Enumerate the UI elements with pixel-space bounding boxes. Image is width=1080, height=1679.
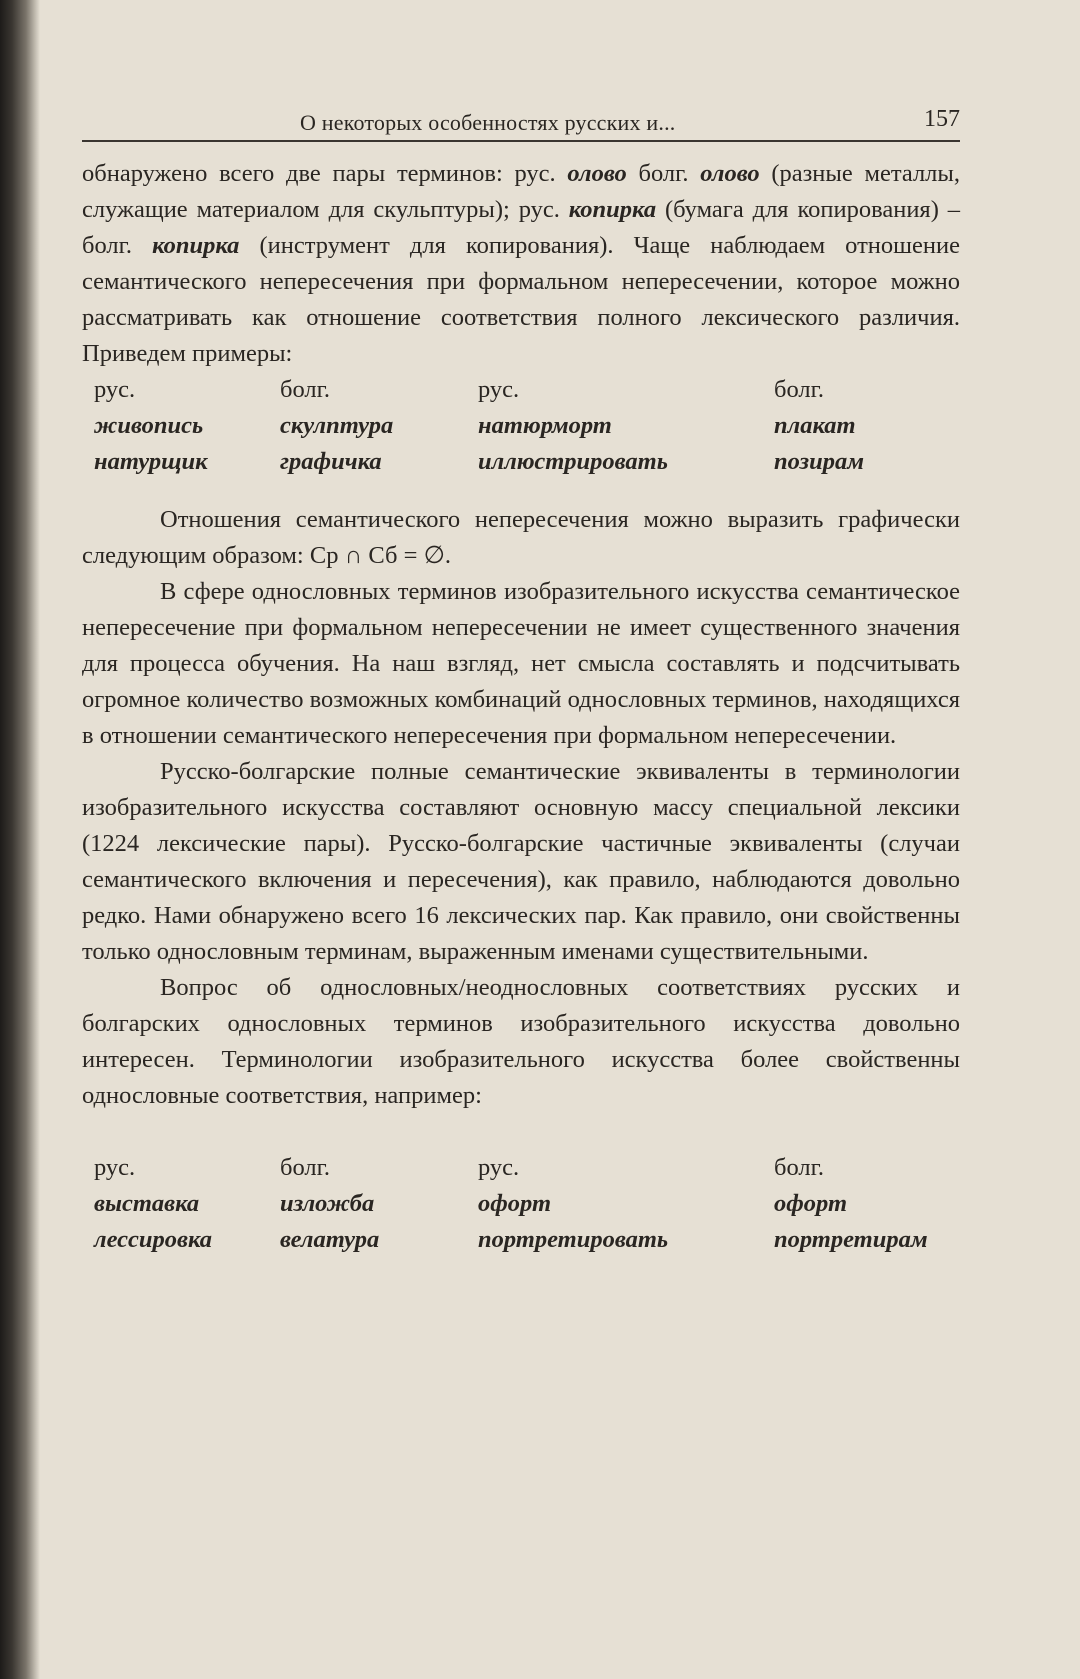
spacer <box>82 480 960 502</box>
term-cell: велатура <box>280 1226 380 1253</box>
table-row <box>94 408 954 444</box>
term-cell: офорт <box>478 1190 552 1217</box>
table-row <box>94 1222 954 1258</box>
text-run: болг. <box>626 160 701 187</box>
text-run: (инструмент для копирования). Чаще наблюдаем отношение семантического непересечения при формальном непересечении, которое можно рассматривать как отношение соответствия полного лексического различия. Приведем примеры: <box>82 232 960 367</box>
paragraph-1 <box>82 156 960 372</box>
column-header: рус. <box>94 1154 136 1181</box>
paragraph-5: Вопрос об однословных/неоднословных соответствиях русских и болгарских однословных терминов изобразительного искусства довольно интересен. Терминологии изобразительного искусства более свойственны однословные соответствия, например: <box>82 974 960 1109</box>
column-header: болг. <box>774 1154 825 1181</box>
paragraph-2: Отношения семантического непересечения можно выразить графически следующим образом: Ср ∩ Сб = ∅. <box>82 506 960 569</box>
term-cell: графичка <box>280 448 382 475</box>
term-cell: лессировка <box>94 1226 213 1253</box>
term-cell: натюрморт <box>478 412 612 439</box>
table-header-row <box>94 1150 954 1186</box>
column-header: болг. <box>774 376 825 403</box>
term-cell: портретировать <box>478 1226 669 1253</box>
term-cell: живопись <box>94 412 204 439</box>
table-row <box>94 444 954 480</box>
term-russian: олово <box>567 160 627 187</box>
paragraph-4: Русско-болгарские полные семантические эквиваленты в терминологии изобразительного искусства составляют основную массу специальной лексики (1224 лексические пары). Русско-болгарские частичные эквиваленты (случаи семантического включения и пересечения), как правило, наблюдаются довольно редко. Нами обнаружено всего 16 лексических пар. Как правило, они свойственны только однословным терминам, выраженным именами существительными. <box>82 758 960 965</box>
term-cell: плакат <box>774 412 856 439</box>
examples-table-2 <box>94 1150 954 1258</box>
spacer <box>82 1114 960 1150</box>
term-russian: копирка <box>568 196 657 223</box>
column-header: рус. <box>478 376 520 403</box>
paragraph-3: В сфере однословных терминов изобразительного искусства семантическое непересечение при формальном непересечении не имеет существенного значения для процесса обучения. На наш взгляд, нет смысла составлять и подсчитывать огромное количество возможных комбинаций однословных терминов, находящихся в отношении семантического непересечения при формальном непересечении. <box>82 578 960 749</box>
column-header: болг. <box>280 376 331 403</box>
text-run: (разные металлы, служащие материалом для скульптуры); рус. <box>82 160 960 223</box>
term-cell: офорт <box>774 1190 848 1217</box>
running-header <box>82 100 960 142</box>
column-header: рус. <box>478 1154 520 1181</box>
book-page <box>82 100 960 1258</box>
running-header-title: О некоторых особенностях русских и... <box>300 110 676 135</box>
term-cell: скулптура <box>280 412 394 439</box>
term-cell: выставка <box>94 1190 200 1217</box>
body-text <box>82 156 960 1258</box>
term-bulgarian: олово <box>700 160 760 187</box>
column-header: рус. <box>94 376 136 403</box>
term-cell: изложба <box>280 1190 375 1217</box>
page-number: 157 <box>924 106 960 132</box>
text-run: (бумага для копирования) – болг. <box>82 196 960 259</box>
table-header-row <box>94 372 954 408</box>
book-binding-shadow <box>0 0 40 1679</box>
examples-table-1 <box>94 372 954 480</box>
column-header: болг. <box>280 1154 331 1181</box>
term-cell: портретирам <box>774 1226 928 1253</box>
term-bulgarian: копирка <box>152 232 240 259</box>
text-run: обнаружено всего две пары терминов: рус. <box>82 160 568 187</box>
term-cell: позирам <box>774 448 865 475</box>
table-row <box>94 1186 954 1222</box>
term-cell: иллюстрировать <box>478 448 668 475</box>
term-cell: натурщик <box>94 448 208 475</box>
